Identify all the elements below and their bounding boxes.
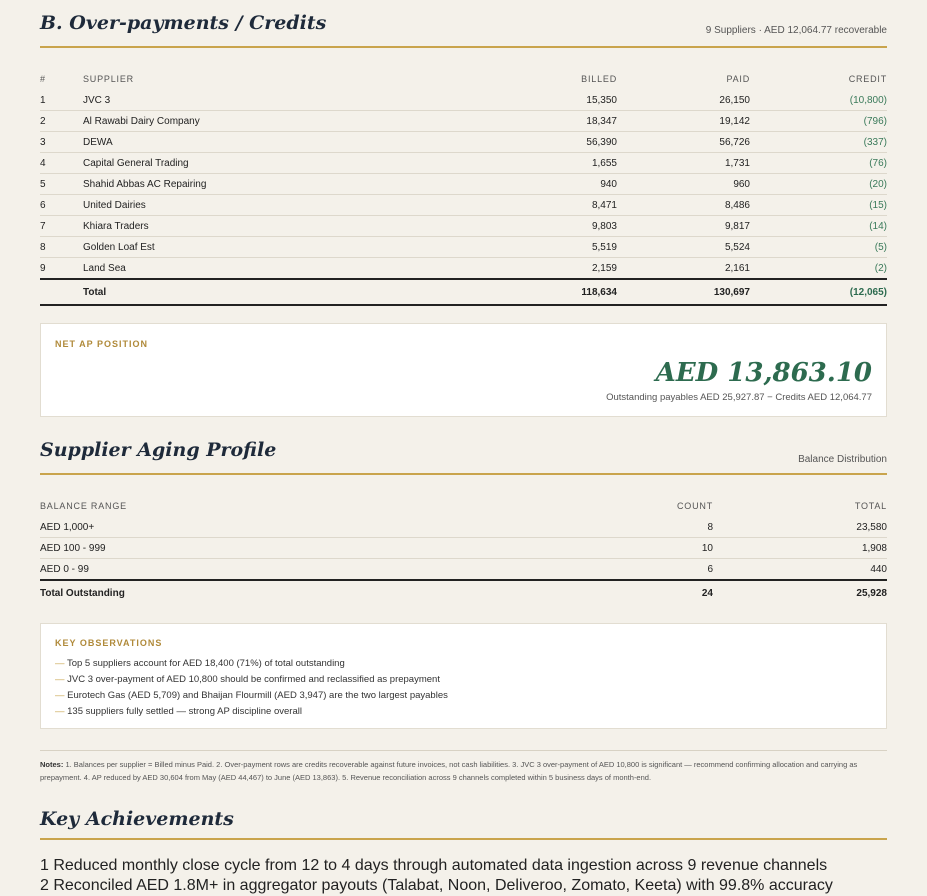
row-num: 9: [40, 258, 83, 280]
aging-title: Supplier Aging Profile: [40, 439, 277, 461]
row-billed: 18,347: [373, 111, 617, 132]
row-num: 2: [40, 111, 83, 132]
overpayments-meta: 9 Suppliers · AED 12,064.77 recoverable: [705, 25, 887, 36]
row-supplier: Khiara Traders: [83, 216, 373, 237]
row-num: 7: [40, 216, 83, 237]
col-header-paid: PAID: [726, 74, 750, 84]
table-row: [40, 174, 887, 195]
aging-count: 10: [440, 538, 713, 559]
row-billed: 5,519: [373, 237, 617, 258]
aging-total-amount: 25,928: [713, 580, 887, 605]
row-paid: 56,726: [617, 132, 750, 153]
row-billed: 56,390: [373, 132, 617, 153]
row-billed: 8,471: [373, 195, 617, 216]
row-paid: 19,142: [617, 111, 750, 132]
net-ap-card: [40, 323, 887, 417]
achievements-title: Key Achievements: [40, 808, 234, 830]
achievement-item: 1 Reduced monthly close cycle from 12 to 4 days through automated data ingestion across 9 revenue channels: [40, 857, 828, 874]
table-row: [40, 258, 887, 280]
aging-total: 23,580: [713, 517, 887, 538]
row-credit: (15): [750, 195, 887, 216]
table-row: [40, 216, 887, 237]
row-supplier: Land Sea: [83, 258, 373, 280]
overpayments-table: [40, 62, 887, 306]
row-supplier: DEWA: [83, 132, 373, 153]
overpayments-header: [40, 0, 887, 48]
row-supplier: Capital General Trading: [83, 153, 373, 174]
row-credit: (10,800): [750, 90, 887, 111]
notes-text: 1. Balances per supplier = Billed minus Paid. 2. Over-payment rows are credits recoverable against future invoices, not cash liabilities. 3. JVC 3 over-payment of AED 10,800 is significant — recommend confirming allocation and carrying as prepayment. 4. AP reduced by AED 30,604 from May (AED 44,467) to June (AED 13,863). 5. Revenue reconciliation across 9 channels completed within 5 business days of month-end.: [40, 760, 858, 782]
dash-icon: —: [55, 690, 68, 701]
achievement-item: 2 Reconciled AED 1.8M+ in aggregator payouts (Talabat, Noon, Deliveroo, Zomato, Keeta) with 99.8% accuracy: [40, 877, 833, 894]
observation-text: 135 suppliers fully settled — strong AP discipline overall: [67, 706, 302, 717]
row-supplier: Golden Loaf Est: [83, 237, 373, 258]
row-paid: 960: [617, 174, 750, 195]
col-header-count: COUNT: [677, 501, 713, 511]
row-paid: 2,161: [617, 258, 750, 280]
net-ap-label: NET AP POSITION: [55, 339, 149, 349]
list-item: [55, 672, 872, 688]
dash-icon: —: [55, 706, 68, 717]
observation-text: Top 5 suppliers account for AED 18,400 (71%) of total outstanding: [66, 658, 345, 669]
row-paid: 26,150: [617, 90, 750, 111]
col-header-supplier: SUPPLIER: [83, 74, 134, 84]
col-header-range: BALANCE RANGE: [40, 501, 127, 511]
row-credit: (337): [750, 132, 887, 153]
total-row: [40, 279, 887, 305]
observation-text: Eurotech Gas (AED 5,709) and Bhaijan Flourmill (AED 3,947) are the two largest payables: [67, 690, 448, 701]
total-num-cell: [40, 279, 83, 305]
net-ap-value: AED 13,863.10: [655, 358, 872, 388]
aging-meta: Balance Distribution: [798, 454, 887, 465]
aging-total-label: Total Outstanding: [40, 580, 440, 605]
row-billed: 15,350: [373, 90, 617, 111]
dash-icon: —: [55, 674, 68, 685]
row-num: 3: [40, 132, 83, 153]
aging-total: 1,908: [713, 538, 887, 559]
aging-range: AED 0 - 99: [40, 559, 440, 581]
net-ap-subtitle: Outstanding payables AED 25,927.87 − Credits AED 12,064.77: [606, 392, 872, 403]
row-credit: (5): [750, 237, 887, 258]
row-credit: (2): [750, 258, 887, 280]
achievements-header: [40, 794, 887, 840]
achievements-list: [40, 856, 887, 896]
row-supplier: JVC 3: [83, 90, 373, 111]
aging-total: 440: [713, 559, 887, 581]
row-billed: 1,655: [373, 153, 617, 174]
table-row: [40, 90, 887, 111]
table-row: [40, 111, 887, 132]
row-credit: (20): [750, 174, 887, 195]
row-num: 1: [40, 90, 83, 111]
row-paid: 5,524: [617, 237, 750, 258]
total-credit: (12,065): [750, 279, 887, 305]
row-billed: 9,803: [373, 216, 617, 237]
aging-header: [40, 427, 887, 475]
total-paid: 130,697: [617, 279, 750, 305]
row-credit: (14): [750, 216, 887, 237]
table-row: [40, 538, 887, 559]
table-row: [40, 195, 887, 216]
observations-card: [40, 623, 887, 729]
row-billed: 940: [373, 174, 617, 195]
table-row: [40, 132, 887, 153]
row-paid: 1,731: [617, 153, 750, 174]
aging-range: AED 1,000+: [40, 517, 440, 538]
aging-header-row: [40, 489, 887, 517]
observations-list: [55, 656, 872, 720]
row-paid: 8,486: [617, 195, 750, 216]
row-supplier: United Dairies: [83, 195, 373, 216]
dash-icon: —: [55, 658, 67, 669]
list-item: [55, 704, 872, 720]
list-item: [55, 656, 872, 672]
aging-count: 6: [440, 559, 713, 581]
table-row: [40, 559, 887, 581]
aging-table: [40, 489, 887, 605]
col-header-num: #: [40, 74, 46, 84]
row-supplier: Shahid Abbas AC Repairing: [83, 174, 373, 195]
table-row: [40, 517, 887, 538]
overpayments-header-row: [40, 62, 887, 90]
total-billed: 118,634: [373, 279, 617, 305]
row-num: 5: [40, 174, 83, 195]
row-supplier: Al Rawabi Dairy Company: [83, 111, 373, 132]
col-header-credit: CREDIT: [848, 74, 887, 84]
col-header-billed: BILLED: [581, 74, 617, 84]
row-credit: (796): [750, 111, 887, 132]
row-credit: (76): [750, 153, 887, 174]
list-item: [55, 688, 872, 704]
col-header-total: TOTAL: [854, 501, 887, 511]
row-billed: 2,159: [373, 258, 617, 280]
aging-total-count: 24: [440, 580, 713, 605]
observations-label: KEY OBSERVATIONS: [55, 638, 163, 648]
aging-total-row: [40, 580, 887, 605]
table-row: [40, 237, 887, 258]
aging-count: 8: [440, 517, 713, 538]
row-num: 4: [40, 153, 83, 174]
table-row: [40, 153, 887, 174]
row-paid: 9,817: [617, 216, 750, 237]
notes: [40, 750, 887, 784]
overpayments-title: B. Over-payments / Credits: [40, 12, 327, 34]
row-num: 6: [40, 195, 83, 216]
row-num: 8: [40, 237, 83, 258]
notes-label: Notes:: [40, 760, 64, 769]
total-label: Total: [83, 279, 373, 305]
aging-range: AED 100 - 999: [40, 538, 440, 559]
observation-text: JVC 3 over-payment of AED 10,800 should be confirmed and reclassified as prepayment: [67, 674, 440, 685]
